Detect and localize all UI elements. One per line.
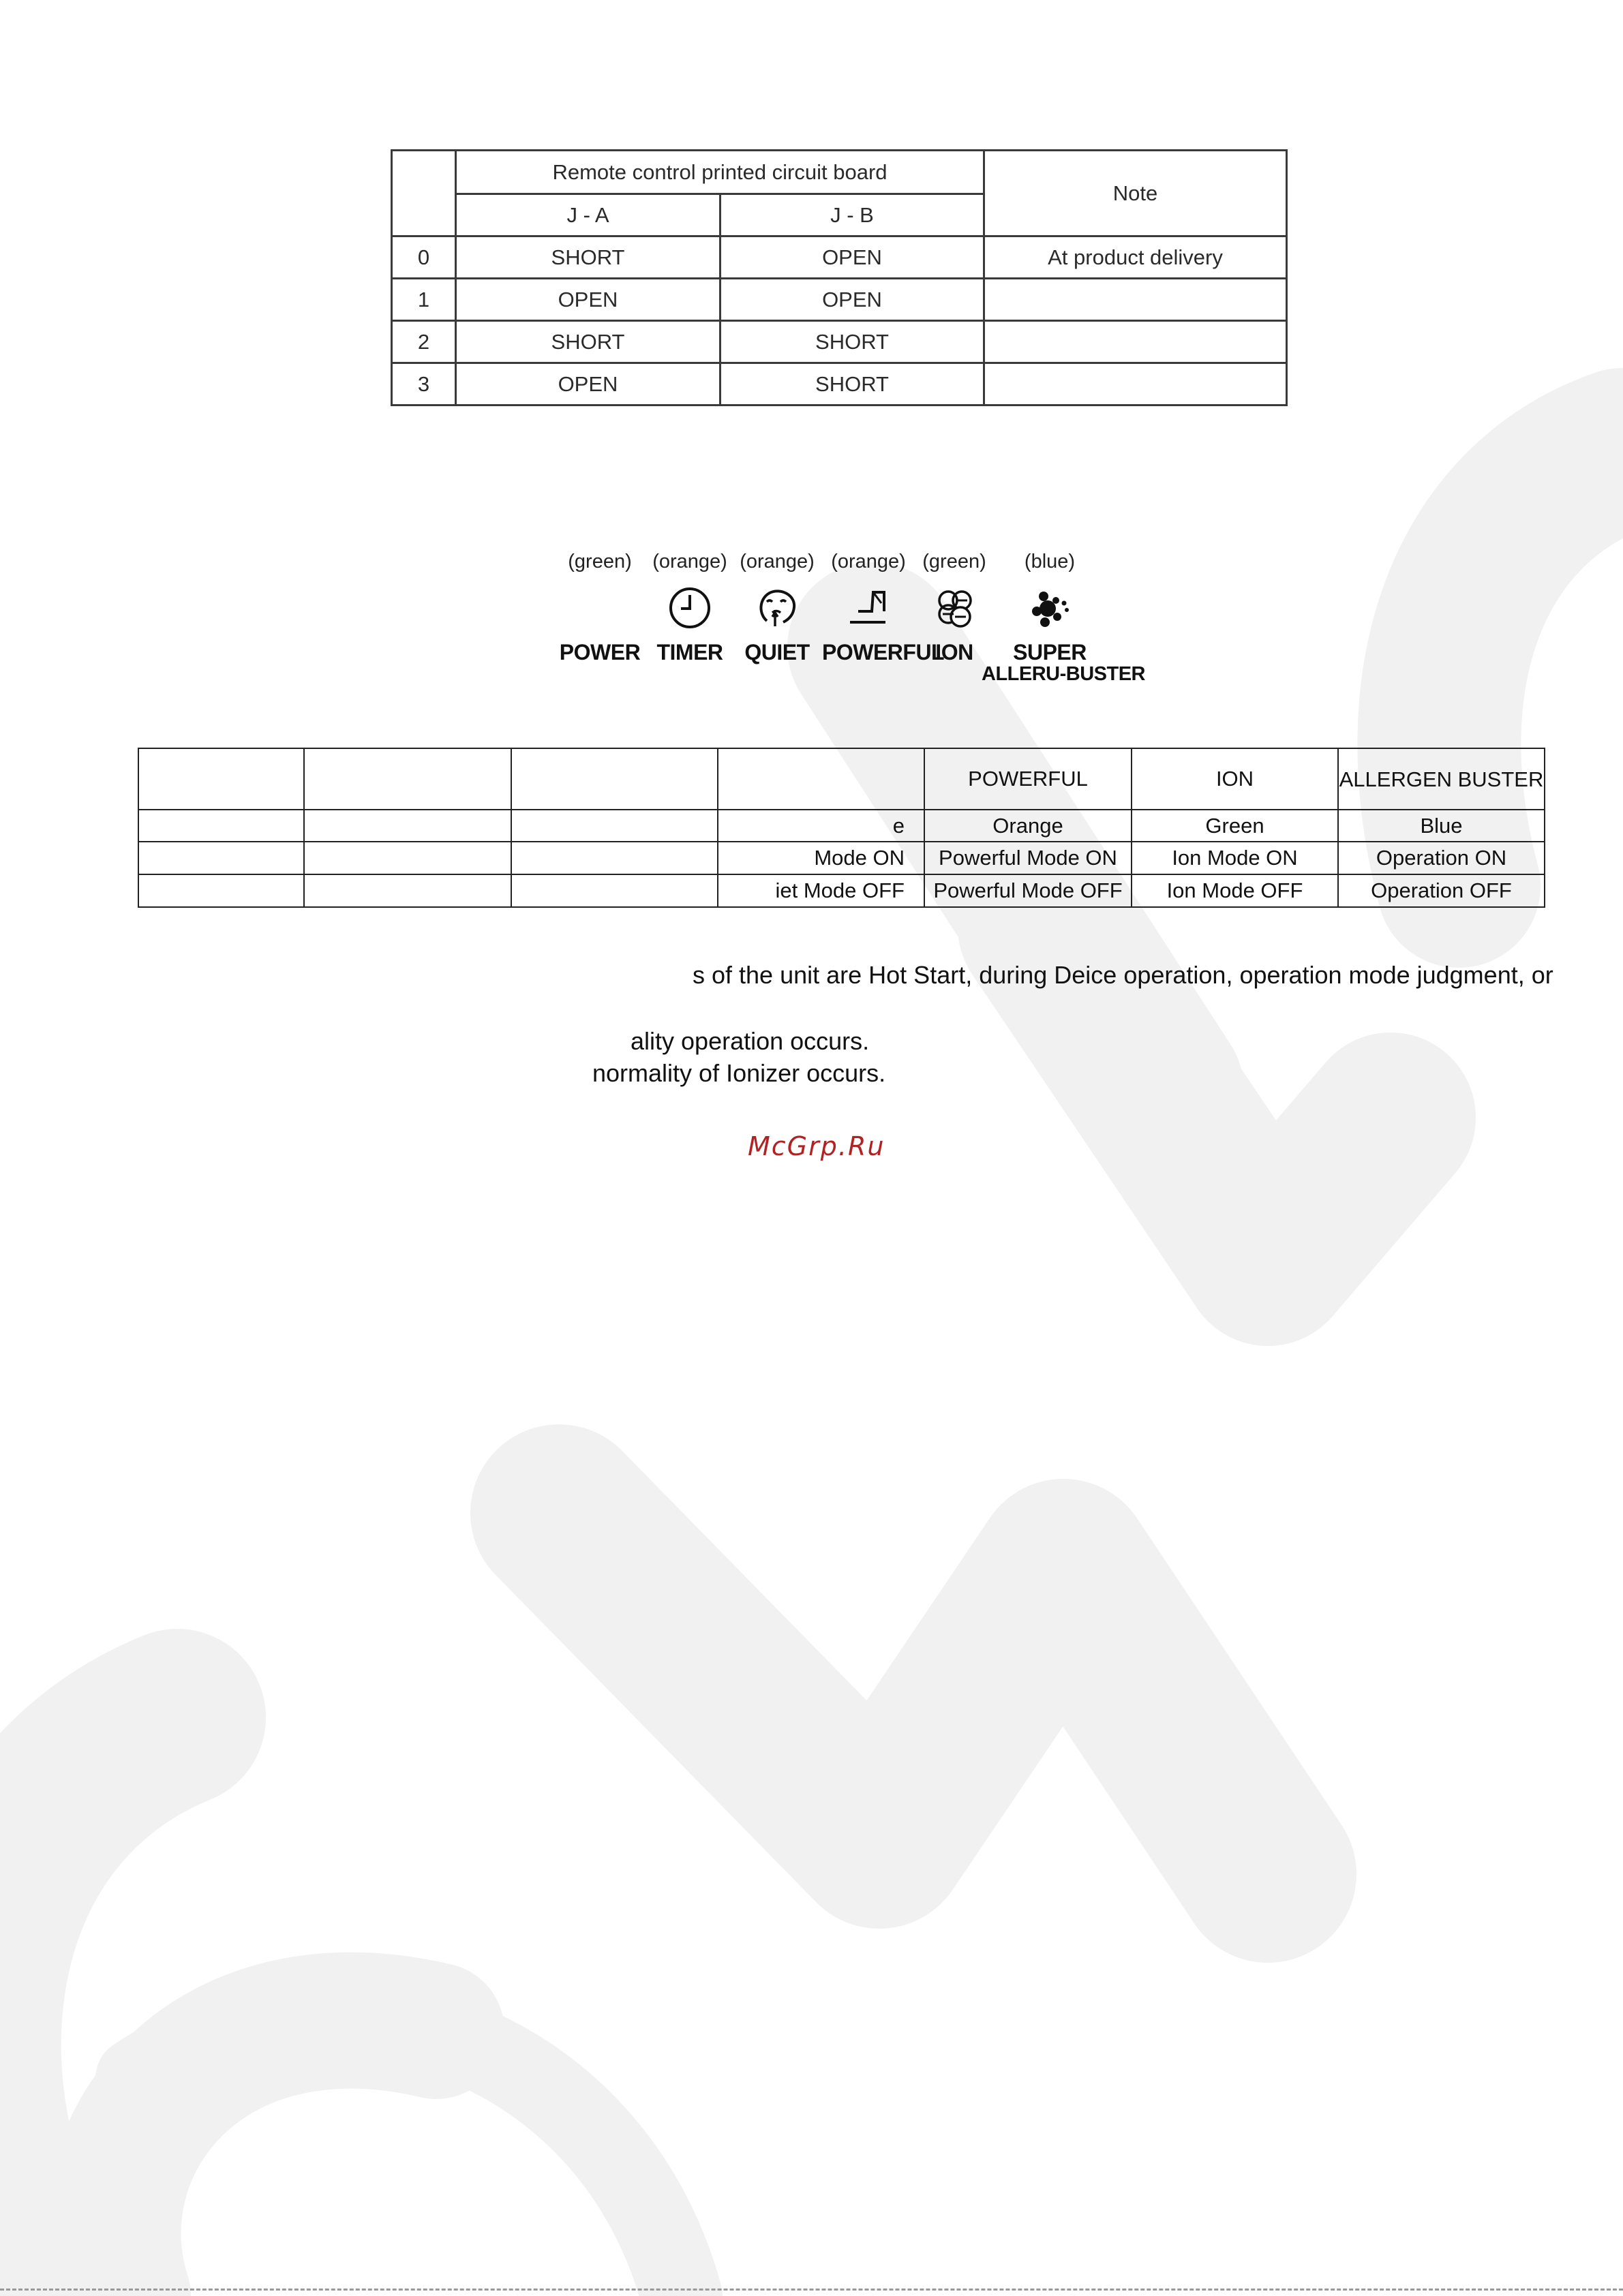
- note-line-2: ality operation occurs.: [631, 1027, 870, 1055]
- indicator-color-label: (orange): [740, 551, 815, 572]
- table-row: [392, 279, 1287, 321]
- indicator-quiet: [735, 551, 819, 663]
- indicator-name: POWER: [559, 640, 641, 664]
- table1-corner-cell: [392, 151, 456, 236]
- indicator-power: [559, 551, 641, 663]
- table-row: [392, 363, 1287, 405]
- jumper-setting-table: [391, 149, 1288, 406]
- page-bottom-edge: [0, 2289, 1623, 2296]
- indicator-name: ION: [935, 640, 973, 664]
- indicator-color-label: (orange): [831, 551, 906, 572]
- table-header-row: [138, 748, 1545, 810]
- indicator-color-label: (green): [568, 551, 632, 572]
- header-cell: POWERFUL: [924, 748, 1132, 810]
- indicator-name-second-line: ALLERU-BUSTER: [982, 663, 1145, 685]
- header-cell: [304, 748, 511, 810]
- table-cell: [304, 810, 511, 842]
- jb-cell: SHORT: [721, 321, 984, 363]
- clock-icon: [667, 585, 712, 630]
- table-row: [138, 810, 1545, 842]
- table-cell: Operation ON: [1338, 842, 1545, 874]
- header-cell: ALLERGEN BUSTER: [1338, 748, 1545, 810]
- indicator-powerful: [822, 551, 945, 664]
- note-cell: At product delivery: [984, 236, 1287, 279]
- header-cell: [511, 748, 718, 810]
- indicator-color-label: (blue): [1024, 551, 1076, 572]
- table-cell: Powerful Mode OFF: [924, 874, 1132, 907]
- indicator-name: POWERFUL: [822, 640, 945, 664]
- quiet-face-icon: [755, 585, 800, 630]
- table-cell: [138, 810, 304, 842]
- allergen-buster-icon: [1027, 585, 1072, 630]
- table-cell: Mode ON: [718, 842, 924, 874]
- table-cell: Ion Mode ON: [1132, 842, 1338, 874]
- indicator-timer: [648, 551, 732, 663]
- ion-icon: [932, 585, 977, 630]
- indicator-allergen-buster: [982, 551, 1145, 685]
- table-cell: Blue: [1338, 810, 1545, 842]
- jb-cell: OPEN: [721, 279, 984, 321]
- indicator-name: QUIET: [744, 640, 810, 664]
- table-row: [392, 236, 1287, 279]
- header-cell: ION: [1132, 748, 1338, 810]
- table1-ja-header: J - A: [456, 194, 721, 236]
- table-cell: iet Mode OFF: [718, 874, 924, 907]
- indicator-name: SUPER: [1013, 640, 1087, 664]
- table-cell: [304, 874, 511, 907]
- table-row: [138, 842, 1545, 874]
- note-cell: [984, 363, 1287, 405]
- table-cell: [511, 810, 718, 842]
- jb-cell: OPEN: [721, 236, 984, 279]
- table-cell: [511, 842, 718, 874]
- ja-cell: OPEN: [456, 279, 721, 321]
- ja-cell: SHORT: [456, 321, 721, 363]
- indicator-color-label: (green): [922, 551, 986, 572]
- table-cell: Ion Mode OFF: [1132, 874, 1338, 907]
- row-id-cell: 3: [392, 363, 456, 405]
- header-cell: [718, 748, 924, 810]
- table-cell: Orange: [924, 810, 1132, 842]
- power-lamp-icon: [577, 585, 622, 630]
- table-row: [138, 874, 1545, 907]
- powerful-icon: [846, 585, 891, 630]
- table-row: [392, 321, 1287, 363]
- note-line-3: normality of Ionizer occurs.: [592, 1059, 886, 1087]
- note-cell: [984, 279, 1287, 321]
- table-cell: [138, 842, 304, 874]
- note-line-1: s of the unit are Hot Start, during Deice operation, operation mode judgment, or: [693, 961, 1553, 989]
- indicator-name: TIMER: [656, 640, 723, 664]
- row-id-cell: 0: [392, 236, 456, 279]
- mcgrp-link[interactable]: McGrp.Ru: [748, 1131, 885, 1161]
- table-cell: Powerful Mode ON: [924, 842, 1132, 874]
- table-cell: [304, 842, 511, 874]
- note-cell: [984, 321, 1287, 363]
- header-cell: [138, 748, 304, 810]
- table-cell: Operation OFF: [1338, 874, 1545, 907]
- row-id-cell: 2: [392, 321, 456, 363]
- table-cell: [511, 874, 718, 907]
- indicator-status-table: [138, 748, 1545, 908]
- table-cell: [138, 874, 304, 907]
- table-cell: Green: [1132, 810, 1338, 842]
- table-cell: e: [718, 810, 924, 842]
- table1-jb-header: J - B: [721, 194, 984, 236]
- table1-note-header: Note: [984, 151, 1287, 236]
- indicator-color-label: (orange): [652, 551, 727, 572]
- row-id-cell: 1: [392, 279, 456, 321]
- table1-group-header: Remote control printed circuit board: [456, 151, 984, 194]
- ja-cell: OPEN: [456, 363, 721, 405]
- ja-cell: SHORT: [456, 236, 721, 279]
- jb-cell: SHORT: [721, 363, 984, 405]
